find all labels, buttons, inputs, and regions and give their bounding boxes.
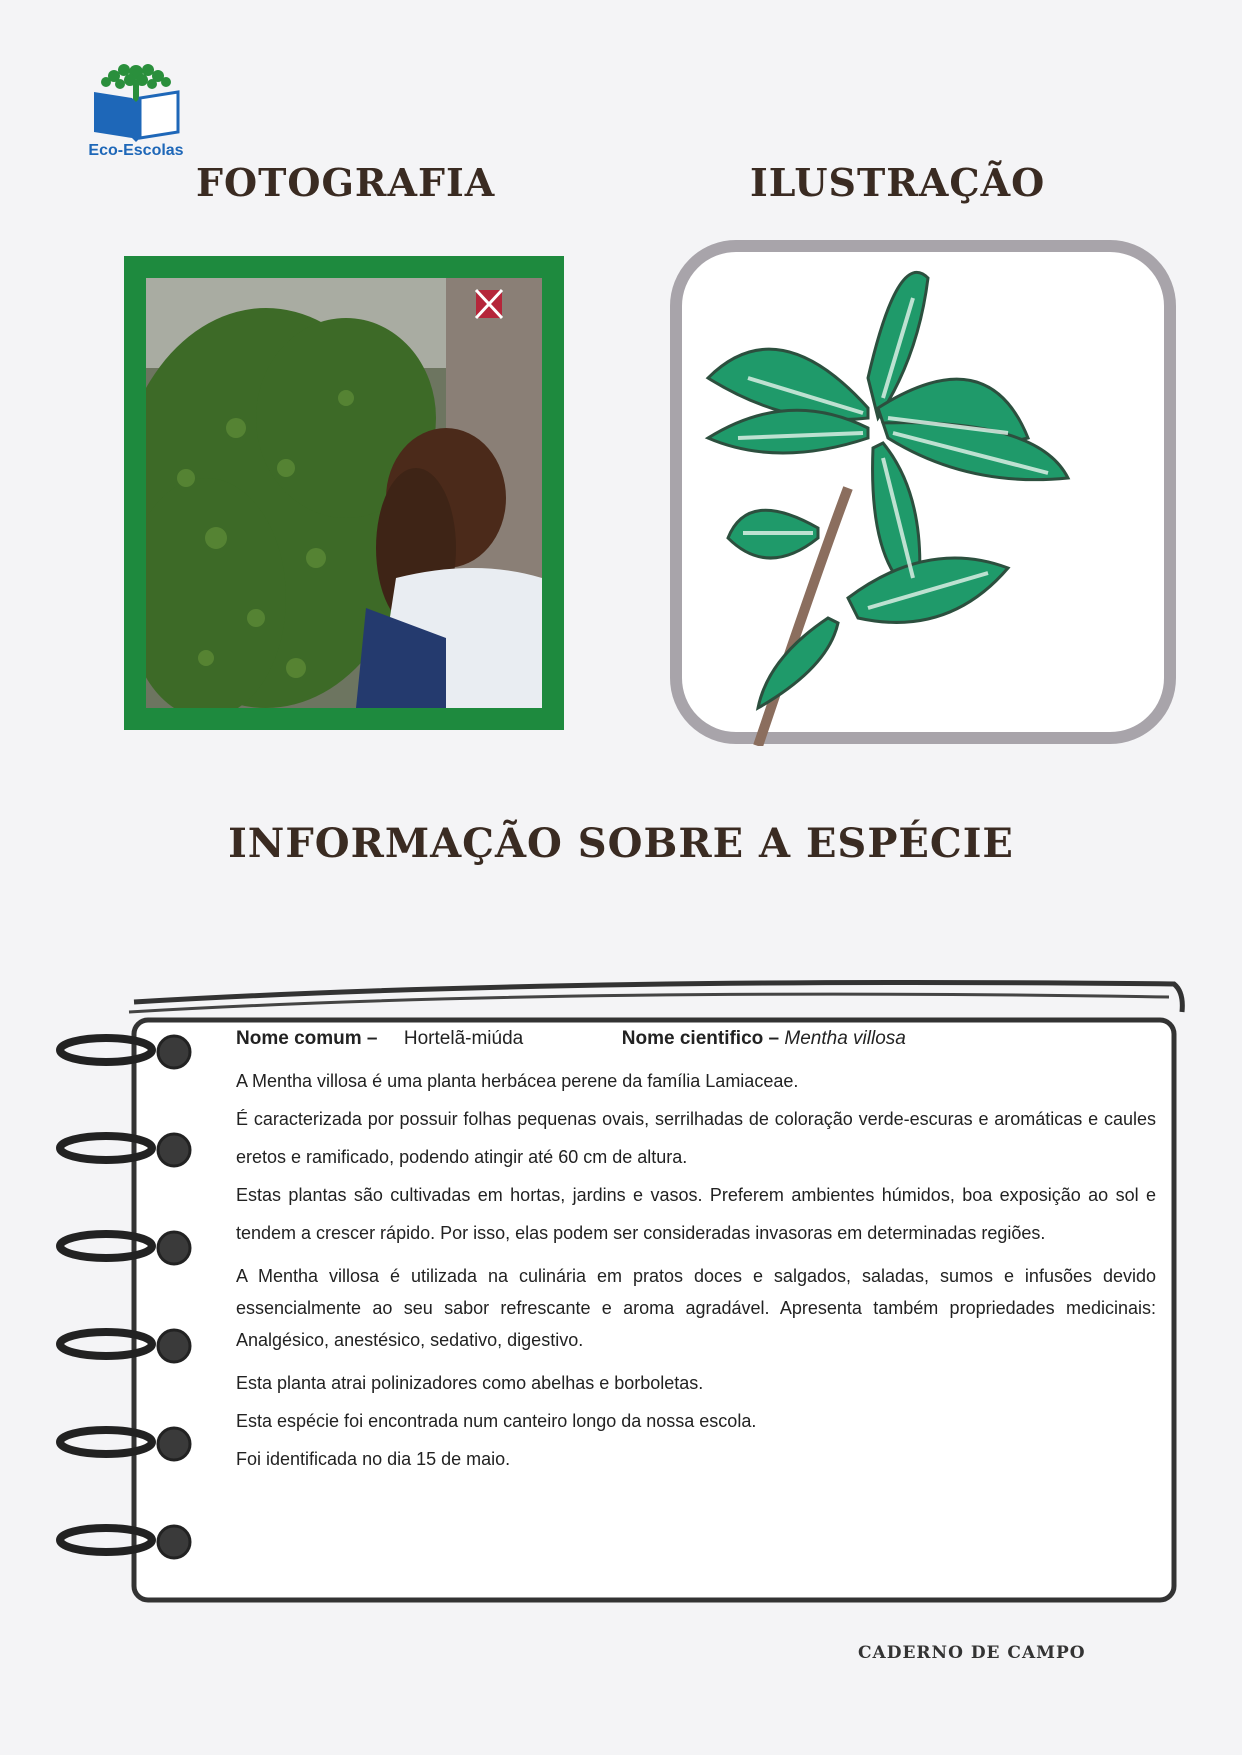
plant-photo <box>146 278 542 708</box>
paragraph-family: A Mentha villosa é uma planta herbácea perene da família Lamiaceae. <box>236 1071 799 1091</box>
paragraph-habitat: Estas plantas são cultivadas em hortas, jardins e vasos. Preferem ambientes húmidos, boa exposição ao sol e tendem a crescer rápido. Por isso, elas podem ser consideradas invasoras em determinadas regiões. <box>236 1185 1156 1243</box>
logo-text: Eco-Escolas <box>88 142 184 159</box>
common-name-value: Hortelã-miúda <box>403 1028 524 1049</box>
spiral-ring <box>60 1036 190 1068</box>
spiral-ring <box>60 1428 190 1460</box>
paragraph-location: Esta espécie foi encontrada num canteiro longo da nossa escola. <box>236 1411 757 1431</box>
spiral-ring <box>60 1330 190 1362</box>
info-heading: INFORMAÇÃO SOBRE A ESPÉCIE <box>228 820 1014 867</box>
species-info-text <box>236 1028 1156 1478</box>
eco-escolas-logo <box>86 58 186 166</box>
common-name-label: Nome comum – <box>236 1028 378 1049</box>
spiral-ring <box>60 1232 190 1264</box>
illustration-frame <box>668 238 1178 746</box>
paragraph-pollinators: Esta planta atrai polinizadores como abelhas e borboletas. <box>236 1373 704 1393</box>
footer-label: CADERNO DE CAMPO <box>858 1643 1086 1663</box>
species-names-line <box>236 1028 1156 1050</box>
photo-frame <box>124 256 564 730</box>
spiral-ring <box>60 1526 190 1558</box>
paragraph-uses: A Mentha villosa é utilizada na culinária em pratos doces e salgados, saladas, sumos e infusões devido essencialmente ao seu sabor refrescante e aroma agradável. Apresenta também propriedades medicinais: Analgésico, anestésico, sedativo, digestivo. <box>236 1266 1156 1350</box>
photo-heading: FOTOGRAFIA <box>196 160 496 205</box>
paragraph-date: Foi identificada no dia 15 de maio. <box>236 1449 511 1469</box>
paragraph-description: É caracterizada por possuir folhas pequenas ovais, serrilhadas de coloração verde-escuras e aromáticas e caules eretos e ramificado, podendo atingir até 60 cm de altura. <box>236 1109 1156 1167</box>
scientific-name-label: Nome cientifico – <box>621 1028 780 1049</box>
scientific-name-value: Mentha villosa <box>784 1028 906 1049</box>
tree-book-icon <box>86 58 186 144</box>
illustration-heading: ILUSTRAÇÃO <box>750 160 1046 205</box>
spiral-ring <box>60 1134 190 1166</box>
